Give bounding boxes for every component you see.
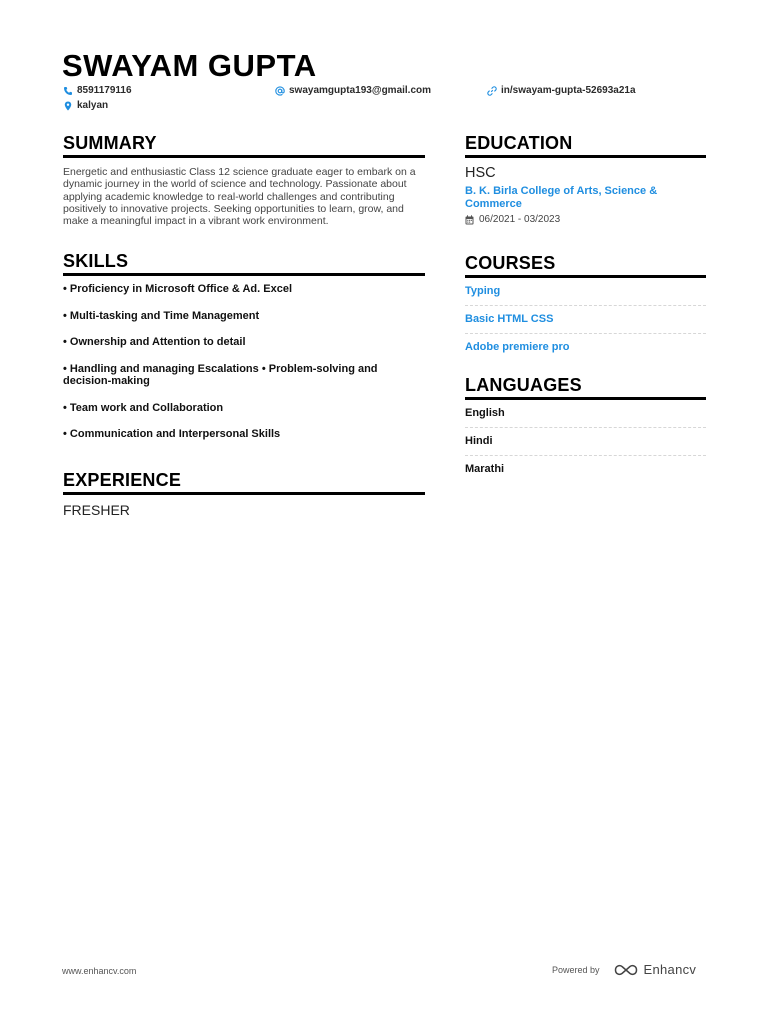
skill-item: • Communication and Interpersonal Skills (63, 428, 281, 441)
summary-text: Energetic and enthusiastic Class 12 science graduate eager to embark on a dynamic journey in the world of science and technology. Passionate about applying academic knowledge to real-world challenges and contributing positively to innovative projects. Seeking opportunities to learn, grow, and make a meaningful impact in a vibrant work environment. (63, 166, 416, 228)
course-item: Typing (465, 278, 706, 306)
experience-section (63, 470, 425, 518)
left-column (63, 133, 425, 518)
skill-item: • Multi-tasking and Time Management (63, 309, 260, 322)
footer-powered-by (552, 962, 696, 977)
experience-title: EXPERIENCE (63, 470, 425, 495)
link-icon (487, 86, 497, 96)
skill-item: • Ownership and Attention to detail (63, 336, 246, 349)
contact-phone (63, 85, 132, 96)
experience-text: FRESHER (63, 501, 130, 518)
summary-title: SUMMARY (63, 133, 425, 158)
footer-website[interactable]: www.enhancv.com (62, 966, 137, 976)
language-item: English (465, 400, 706, 428)
courses-title: COURSES (465, 253, 706, 278)
contact-linkedin[interactable] (487, 85, 636, 96)
skill-item: • Team work and Collaboration (63, 401, 224, 414)
summary-section (63, 133, 425, 227)
education-dates (465, 214, 706, 225)
brand-logo[interactable] (614, 962, 697, 977)
map-pin-icon (63, 101, 73, 111)
powered-by-text: Powered by (552, 964, 600, 975)
course-item: Basic HTML CSS (465, 306, 706, 334)
skills-section (63, 251, 425, 441)
education-section (465, 133, 706, 225)
phone-text: 8591179116 (77, 85, 132, 96)
education-school: B. K. Birla College of Arts, Science & Commerce (465, 185, 658, 210)
education-degree: HSC (465, 165, 496, 181)
skills-title: SKILLS (63, 251, 425, 276)
contact-email[interactable] (275, 85, 431, 96)
contact-location (63, 100, 108, 111)
phone-icon (63, 86, 73, 96)
language-item: Hindi (465, 428, 706, 456)
courses-section (465, 253, 706, 361)
location-text: kalyan (77, 100, 109, 111)
at-sign-icon (275, 86, 285, 96)
skill-item: • Handling and managing Escalations • Problem-solving and decision-making (63, 362, 378, 388)
enhancv-logo-icon (614, 964, 638, 976)
email-text[interactable]: swayamgupta193@gmail.com (289, 85, 432, 96)
education-title: EDUCATION (465, 133, 706, 158)
calendar-icon (465, 215, 474, 225)
resume-name: SWAYAM GUPTA (62, 48, 317, 83)
education-dates-text: 06/2021 - 03/2023 (479, 214, 561, 225)
languages-section (465, 375, 706, 483)
right-column (465, 133, 706, 483)
linkedin-text[interactable]: in/swayam-gupta-52693a21a (501, 85, 636, 96)
languages-title: LANGUAGES (465, 375, 706, 400)
course-item: Adobe premiere pro (465, 341, 570, 353)
language-item: Marathi (465, 463, 505, 475)
brand-text: Enhancv (643, 962, 697, 977)
skill-item: • Proficiency in Microsoft Office & Ad. Excel (63, 283, 292, 296)
